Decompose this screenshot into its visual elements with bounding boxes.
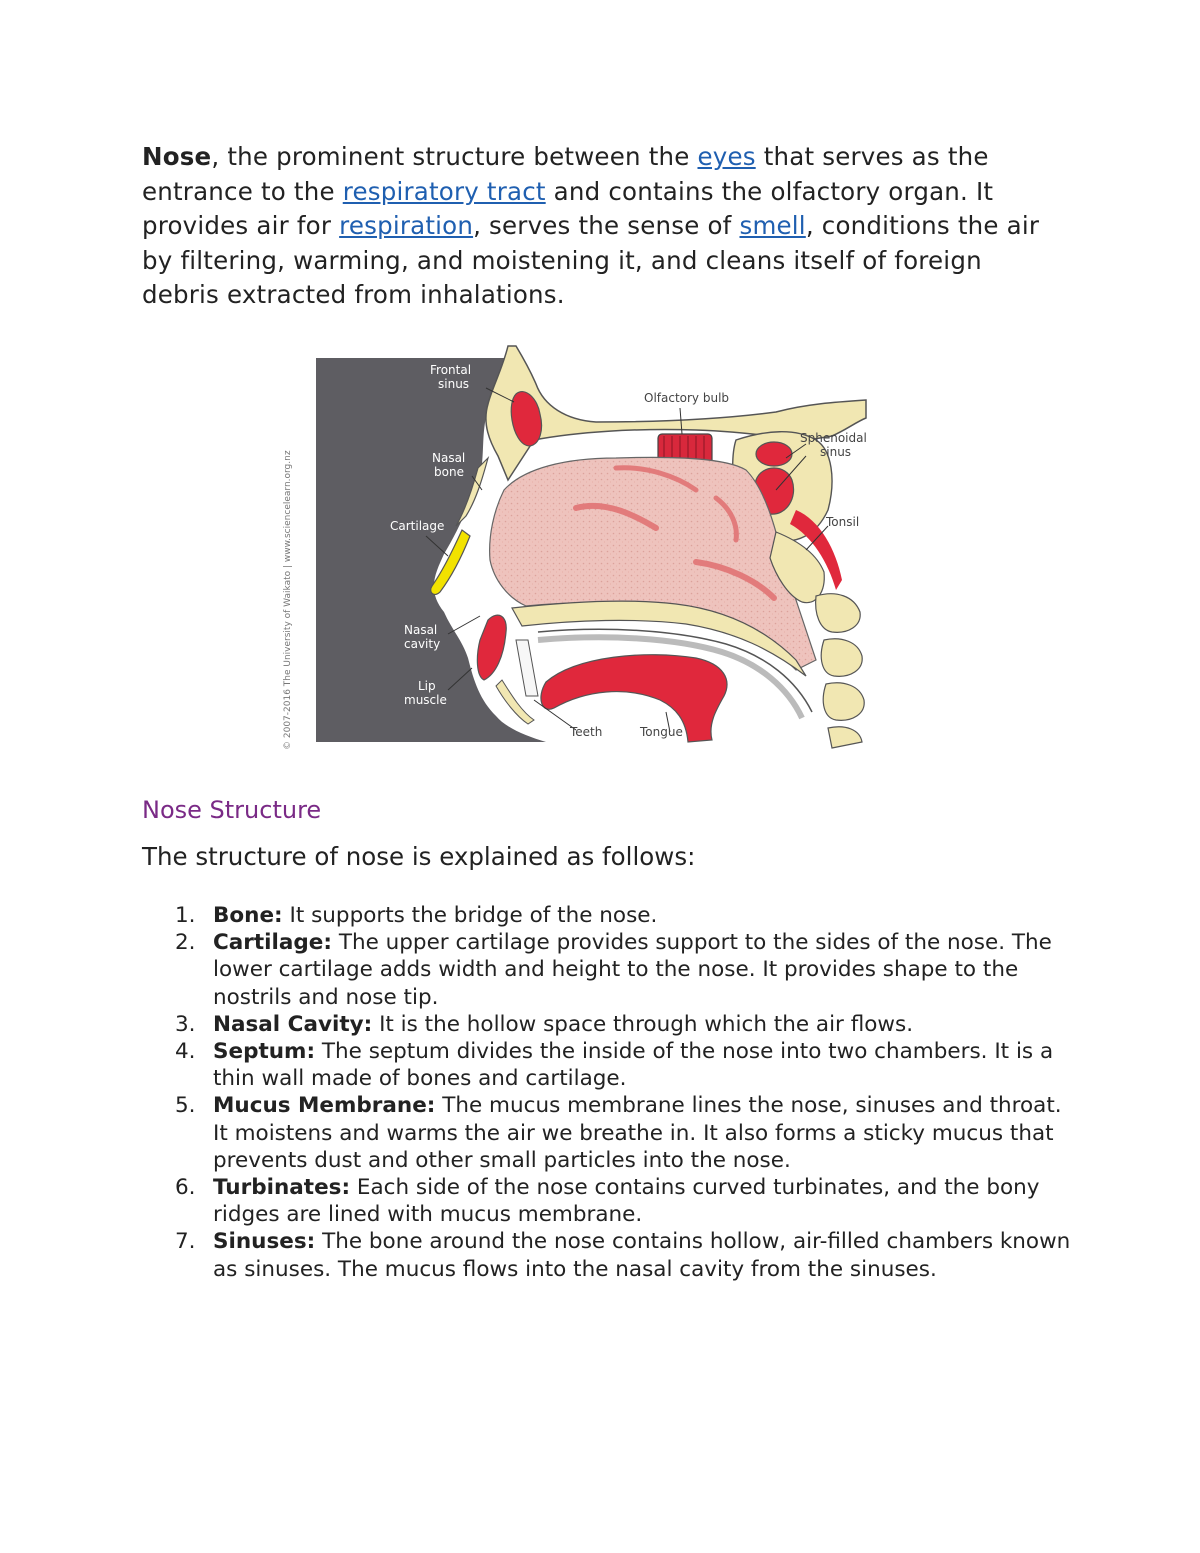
teeth xyxy=(516,640,538,696)
intro-term: Nose xyxy=(142,142,212,171)
upper-lip-muscle xyxy=(477,615,506,680)
link-respiration[interactable]: respiration xyxy=(339,211,474,240)
list-number: 1. xyxy=(175,903,196,928)
list-term: Sinuses: xyxy=(213,1229,316,1255)
list-text: The upper cartilage provides support to the sides of the nose. The lower cartilage adds width and height to the nose. It provides shape to the nostrils and nose tip. xyxy=(213,930,1052,1010)
list-number: 2. xyxy=(175,930,196,956)
list-item xyxy=(142,902,1072,929)
list-text: The bone around the nose contains hollow, air-filled chambers known as sinuses. The mucus flows into the nasal cavity from the sinuses. xyxy=(213,1229,1071,1282)
list-term: Cartilage: xyxy=(213,930,332,956)
list-text: It is the hollow space through which the air flows. xyxy=(372,1011,914,1037)
label-sphenoidal-sinus-2: sinus xyxy=(820,445,852,459)
structure-list xyxy=(142,902,1072,1283)
intro-text-1: , the prominent structure between the xyxy=(211,142,698,171)
list-text: It supports the bridge of the nose. xyxy=(282,903,658,928)
list-number: 3. xyxy=(175,1011,196,1037)
vertebra-3 xyxy=(823,683,864,721)
list-item xyxy=(142,1174,1072,1228)
label-frontal-sinus-2: sinus xyxy=(438,377,470,391)
list-number: 6. xyxy=(175,1175,196,1201)
list-item xyxy=(142,1092,1072,1174)
label-lip-muscle-1: Lip xyxy=(418,679,436,693)
list-term: Bone: xyxy=(213,903,283,928)
list-term: Septum: xyxy=(213,1039,316,1065)
nose-anatomy-illustration xyxy=(276,340,882,760)
list-text: The septum divides the inside of the nose into two chambers. It is a thin wall made of bones and cartilage. xyxy=(213,1039,1054,1092)
tongue xyxy=(541,655,727,742)
list-text: Each side of the nose contains curved turbinates, and the bony ridges are lined with mucus membrane. xyxy=(213,1175,1040,1228)
figure-credit: © 2007-2016 The University of Waikato | www.sciencelearn.org.nz xyxy=(283,450,293,750)
list-item xyxy=(142,1011,1072,1038)
link-smell[interactable]: smell xyxy=(739,211,806,240)
list-text: The mucus membrane lines the nose, sinuses and throat. It moistens and warms the air we breathe in. It also forms a sticky mucus that prevents dust and other small particles into the nose. xyxy=(213,1093,1062,1173)
label-tonsil: Tonsil xyxy=(826,515,860,529)
vertebra-1 xyxy=(816,594,861,633)
label-tongue: Tongue xyxy=(640,725,683,739)
nose-anatomy-figure xyxy=(276,340,882,760)
label-frontal-sinus-1: Frontal xyxy=(430,363,472,377)
section-heading: Nose Structure xyxy=(142,796,322,824)
list-number: 4. xyxy=(175,1039,196,1065)
vertebra-4 xyxy=(828,727,862,748)
label-olfactory-bulb: Olfactory bulb xyxy=(644,391,730,405)
intro-text-3: and contains the olfactory organ. It provides air for xyxy=(142,176,994,240)
link-eyes[interactable]: eyes xyxy=(697,142,756,171)
list-number: 7. xyxy=(175,1229,196,1255)
intro-text-5: , conditions the air by filtering, warming, and moistening it, and cleans itself of foreign debris extracted from inhalations. xyxy=(142,211,1040,309)
list-term: Nasal Cavity: xyxy=(213,1011,373,1037)
label-nasal-cavity-1: Nasal xyxy=(404,623,438,637)
label-nasal-bone-1: Nasal xyxy=(432,451,466,465)
link-respiratory-tract[interactable]: respiratory tract xyxy=(342,176,546,206)
sphenoidal-sinus-upper xyxy=(756,442,792,466)
label-cartilage: Cartilage xyxy=(390,519,445,533)
list-item xyxy=(142,1228,1072,1282)
vertebra-2 xyxy=(821,639,862,677)
intro-paragraph xyxy=(142,140,1062,313)
section-lead: The structure of nose is explained as follows: xyxy=(142,842,696,871)
list-term: Mucus Membrane: xyxy=(213,1093,436,1119)
intro-text-2: that serves as the entrance to the xyxy=(142,142,989,206)
label-sphenoidal-sinus-1: Sphenoidal xyxy=(800,431,867,445)
list-item xyxy=(142,1038,1072,1092)
label-nasal-bone-2: bone xyxy=(434,465,464,479)
label-lip-muscle-2: muscle xyxy=(404,693,447,707)
list-item xyxy=(142,929,1072,1011)
label-teeth: Teeth xyxy=(570,725,603,739)
intro-text-4: , serves the sense of xyxy=(473,211,740,240)
list-number: 5. xyxy=(175,1093,196,1119)
label-nasal-cavity-2: cavity xyxy=(404,637,441,651)
list-term: Turbinates: xyxy=(213,1175,351,1201)
